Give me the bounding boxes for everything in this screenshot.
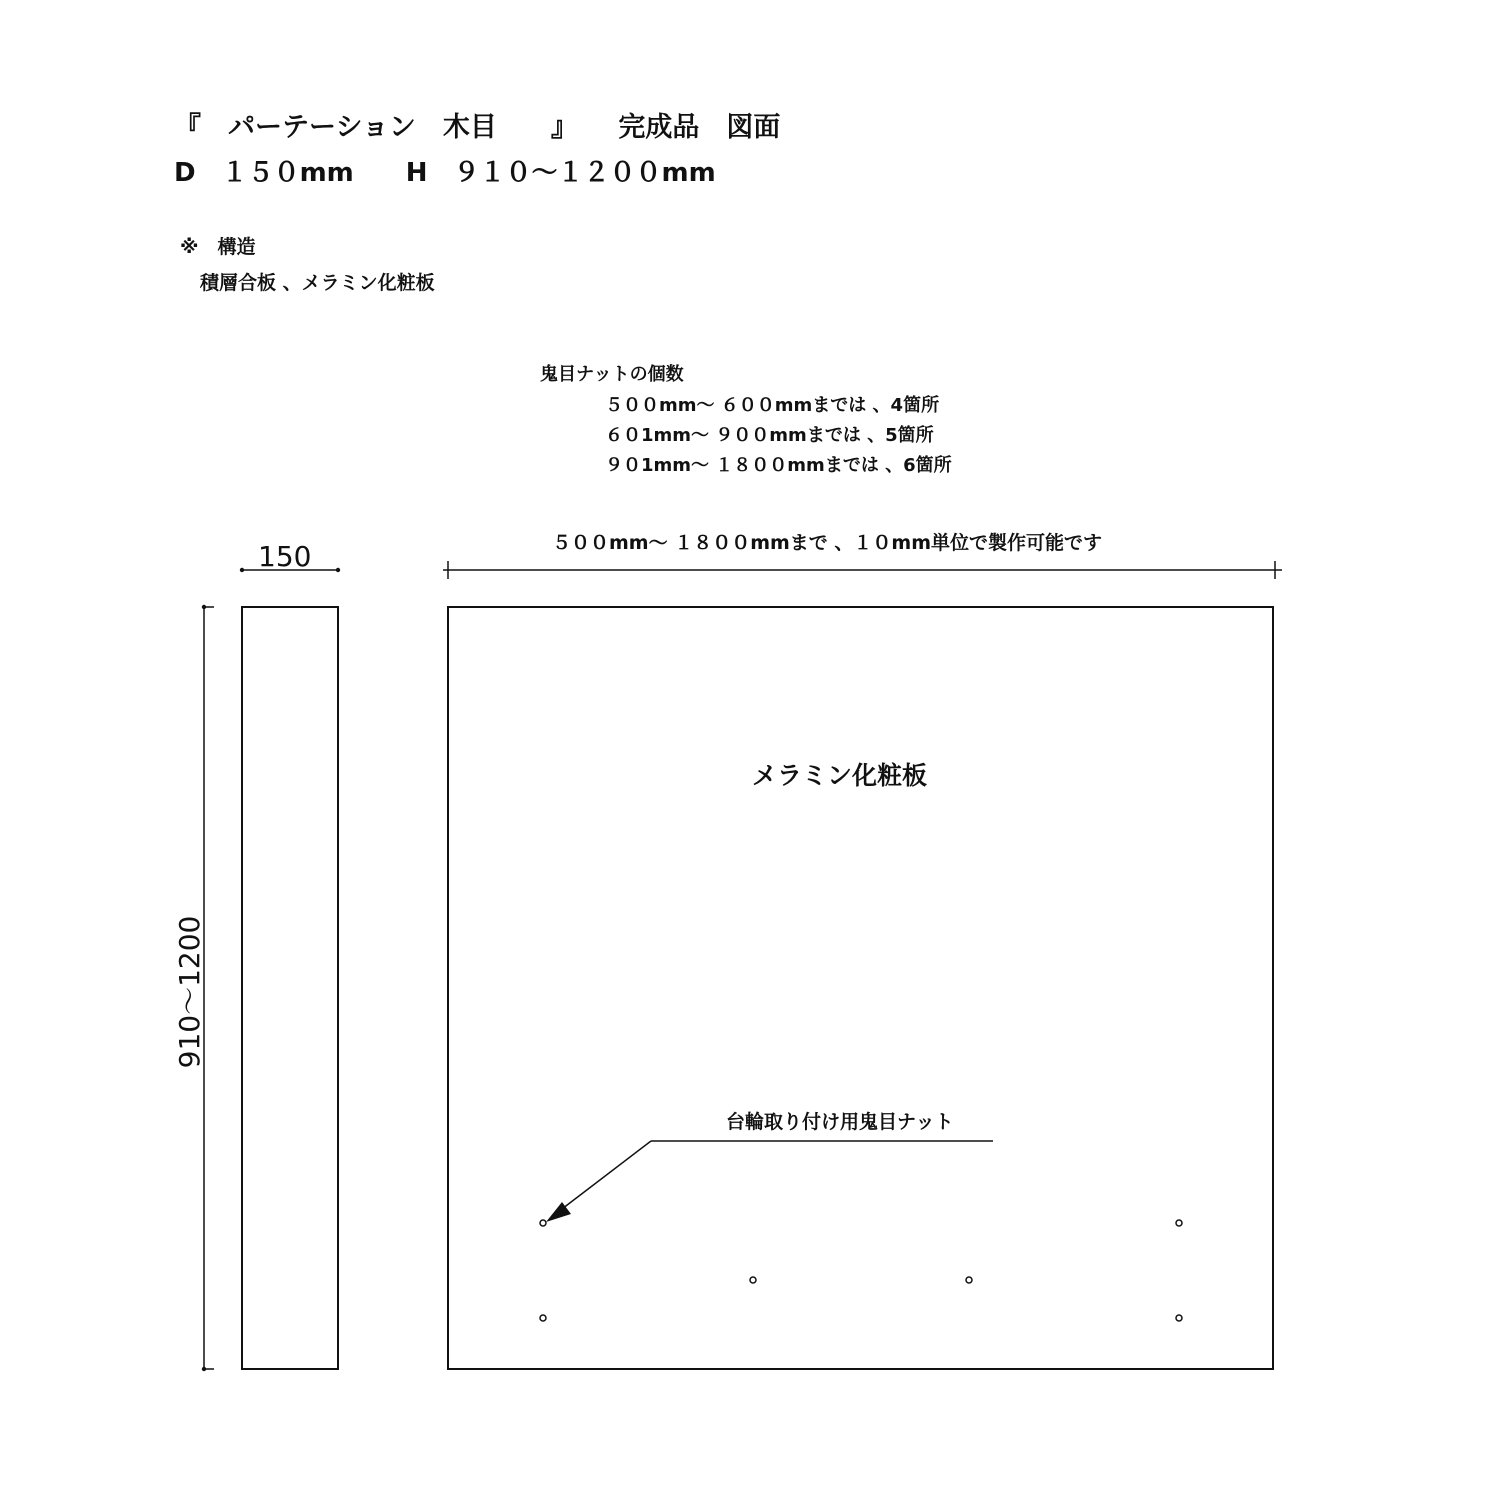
panel-face-label: メラミン化粧板 (752, 761, 928, 790)
nut-hole (750, 1277, 756, 1283)
nut-count-rule: ６０1mm～ ９００mmまでは 、5箇所 (605, 425, 934, 446)
nut-hole (540, 1315, 546, 1321)
width-dimension-line (443, 561, 1282, 579)
side-view-outline (242, 607, 338, 1369)
structure-note: ※ 構造 (180, 236, 256, 258)
nut-hole (540, 1220, 546, 1226)
depth-dimension-label: 150 (258, 540, 312, 573)
nut-hole (1176, 1315, 1182, 1321)
nut-hole (1176, 1220, 1182, 1226)
nut-callout-label: 台輪取り付け用鬼目ナット (726, 1111, 954, 1133)
nut-count-heading: 鬼目ナットの個数 (540, 364, 684, 385)
nut-count-rule: ９０1mm～ １８００mmまでは 、6箇所 (605, 455, 952, 476)
height-dimension-label: 910～1200 (173, 915, 206, 1069)
nut-count-rule: ５００mm～ ６００mmまでは 、4箇所 (605, 395, 940, 416)
spec-line: D １５０mm H ９１０～１２００mm (174, 158, 716, 188)
width-dimension-label: ５００mm～ １８００mmまで 、１０mm単位で製作可能です (552, 532, 1103, 554)
structure-material: 積層合板 、メラミン化粧板 (200, 272, 435, 294)
drawing-title: 『 パーテーション 木目 』 完成品 図面 (174, 112, 781, 143)
front-view-outline (448, 607, 1273, 1369)
nut-hole (966, 1277, 972, 1283)
nut-leader-arrow (546, 1141, 993, 1222)
